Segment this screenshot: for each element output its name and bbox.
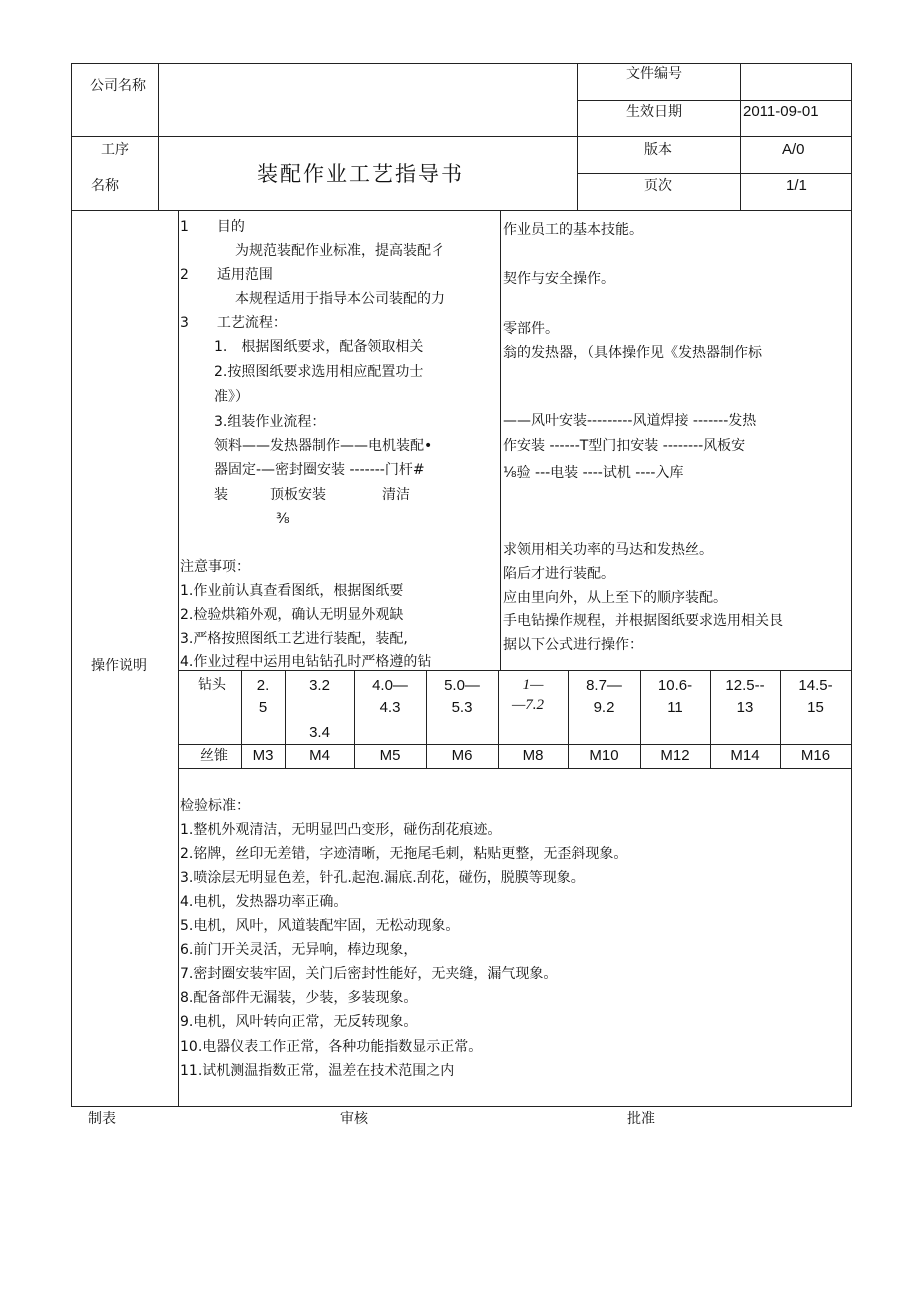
right-text-line: 契作与安全操作。 (503, 271, 615, 287)
right-text-line: 求领用相关功率的马达和发热丝。 (503, 542, 713, 558)
drill-value-top: 12.5-- (725, 677, 765, 694)
drill-value-top: 3.2 (309, 677, 330, 694)
tap-row-label: 丝锥 (200, 748, 228, 764)
right-text-line: 据以下公式进行操作： (503, 637, 643, 653)
inspection-title: 检验标准： (180, 798, 250, 814)
section-label: 操作说明 (91, 658, 147, 674)
rule-header-value (740, 63, 741, 211)
rule-section-col (178, 210, 179, 1107)
drill-value-bottom: 5.3 (451, 699, 473, 716)
drill-value-bottom: 3.4 (309, 724, 330, 741)
left-text-line: 1. 根据图纸要求，配备领取相关 (214, 339, 424, 355)
drill-value-bottom: 13 (736, 699, 754, 716)
left-text-line: ⅜ (276, 511, 290, 527)
doc-no-label: 文件编号 (626, 66, 682, 82)
left-text-line: 准》） (214, 389, 249, 405)
drill-value-bottom: 5 (258, 699, 268, 716)
border-right (851, 63, 852, 1107)
inspection-item: 7.密封圈安装牢固，关门后密封性能好，无夹缝，漏气现象。 (180, 966, 558, 982)
right-text-line: 应由里向外，从上至下的顺序装配。 (503, 590, 727, 606)
drill-value-bottom: 9.2 (593, 699, 615, 716)
drill-value-top: 2. (256, 677, 270, 694)
made-by-label: 制表 (88, 1111, 116, 1127)
rule-header-2 (71, 136, 852, 137)
drill-row-label: 钻头 (198, 677, 226, 693)
tap-value: M8 (522, 747, 544, 764)
page-number-label: 页次 (644, 178, 672, 194)
tap-value: M14 (730, 747, 760, 764)
rule-right-header-1 (577, 100, 852, 101)
tap-value: M5 (379, 747, 401, 764)
rule-right-header-3 (577, 173, 852, 174)
rule-body-top (71, 210, 852, 211)
drill-value-top: 14.5- (798, 677, 833, 694)
inspection-item: 4.电机，发热器功率正确。 (180, 894, 348, 910)
version-label: 版本 (644, 142, 672, 158)
drill-value-top: 10.6- (657, 677, 693, 694)
inspection-item: 3.喷涂层无明显色差，针孔.起泡.漏底.刮花，碰伤，脱膜等现象。 (180, 870, 585, 886)
left-text-line: 2.检验烘箱外观，确认无明显外观缺 (180, 607, 404, 623)
inspection-item: 1.整机外观清洁，无明显凹凸变形，碰伤刮花痕迹。 (180, 822, 502, 838)
right-text-line: 作业员工的基本技能。 (503, 222, 643, 238)
inspection-item: 10.电器仪表工作正常，各种功能指数显示正常。 (180, 1039, 483, 1055)
left-text-line: 3.组装作业流程： (214, 414, 326, 430)
drill-value-bottom: 11 (667, 699, 683, 716)
inspection-item: 8.配备部件无漏装，少装，多装现象。 (180, 990, 418, 1006)
rule-company-col (158, 63, 159, 211)
left-text-line: 器固定-—密封圈安装 -------门杆# (214, 462, 425, 478)
left-text-line: 4.作业过程中运用电钻钻孔时严格遵的钻 (180, 654, 432, 670)
left-text-line: 2.按照图纸要求选用相应配置功士 (214, 364, 424, 380)
right-text-line: 零部件。 (503, 321, 559, 337)
right-text-line: 陷后才进行装配。 (503, 566, 615, 582)
drill-value-top: 1— (522, 677, 544, 693)
left-text-line: 为规范装配作业标准，提高装配彳 (235, 243, 445, 259)
left-text-line: 1 目的 (180, 219, 245, 235)
inspection-item: 11.试机测温指数正常，温差在技术范围之内 (180, 1063, 455, 1079)
left-text-line: 装 顶板安装 清洁 (214, 487, 410, 503)
border-left (71, 63, 72, 1107)
approved-by-label: 批准 (627, 1111, 655, 1127)
left-text-line: 1.作业前认真查看图纸，根据图纸要 (180, 583, 404, 599)
tap-value: M12 (660, 747, 690, 764)
drill-value-top: 8.7— (586, 677, 622, 694)
process-name-label-2: 名称 (91, 178, 119, 194)
effective-date-value: 2011-09-01 (743, 103, 819, 120)
drill-value-top: 5.0— (444, 677, 480, 694)
inspection-item: 9.电机，风叶转向正常，无反转现象。 (180, 1014, 418, 1030)
version-value: A/0 (782, 141, 805, 158)
drill-value-bottom: —7.2 (511, 697, 545, 713)
right-text-line: 翁的发热器，（具体操作见《发热器制作标 (503, 345, 762, 361)
left-text-line: 3.严格按照图纸工艺进行装配，装配, (180, 631, 408, 647)
border-bottom (71, 1106, 852, 1107)
left-text-line: 注意事项： (180, 559, 250, 575)
rule-header-mid (577, 63, 578, 211)
right-text-line: ——风叶安装---------风道焊接 -------发热 (503, 413, 757, 429)
rule-center-col (500, 210, 501, 671)
left-text-line: 2 适用范围 (180, 267, 273, 283)
drill-value-top: 4.0— (372, 677, 408, 694)
rule-drill-bottom (178, 768, 852, 769)
reviewed-by-label: 审核 (340, 1111, 368, 1127)
page-number-value: 1/1 (786, 177, 807, 194)
tap-value: M10 (589, 747, 619, 764)
tap-value: M3 (252, 747, 274, 764)
left-text-line: 3 工艺流程： (180, 315, 287, 331)
process-name-label-1: 工序 (101, 142, 129, 158)
effective-date-label: 生效日期 (626, 104, 682, 120)
page-title: 装配作业工艺指导书 (257, 162, 464, 186)
right-text-line: 手电钻操作规程，并根据图纸要求选用相关艮 (503, 613, 783, 629)
border-top (71, 63, 852, 64)
right-text-line: 作安装 ------T型门扣安装 --------风板安 (503, 438, 746, 454)
tap-value: M6 (451, 747, 473, 764)
inspection-item: 2.铭牌，丝印无差错，字迹清晰，无拖尾毛刺，粘贴更整，无歪斜现象。 (180, 846, 628, 862)
drill-value-bottom: 15 (807, 699, 824, 716)
inspection-item: 6.前门开关灵活，无异响，棒边现象， (180, 942, 418, 958)
drill-value-bottom: 4.3 (379, 699, 401, 716)
right-text-line: ⅛验 ---电装 ----试机 ----入库 (503, 465, 684, 481)
left-text-line: 本规程适用于指导本公司装配的力 (235, 291, 445, 307)
left-text-line: 领料——发热器制作——电机装配• (214, 438, 433, 454)
company-name-label: 公司名称 (90, 78, 146, 94)
tap-value: M16 (800, 747, 831, 764)
tap-value: M4 (309, 747, 330, 764)
inspection-item: 5.电机，风叶，风道装配牢固，无松动现象。 (180, 918, 460, 934)
